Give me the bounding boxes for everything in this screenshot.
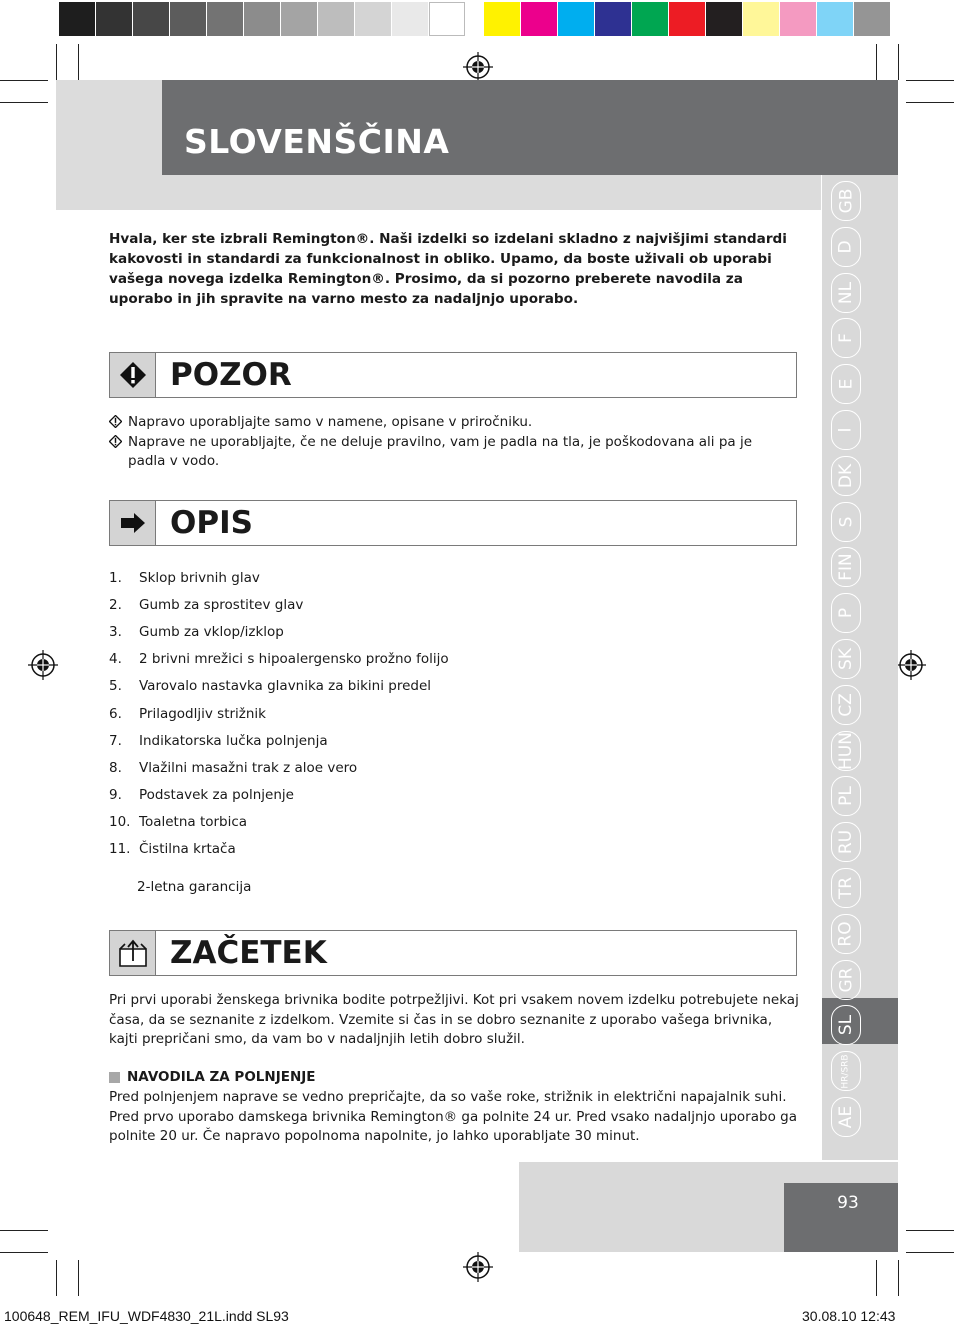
language-tab-d[interactable] xyxy=(831,227,861,267)
language-tab-label: D xyxy=(836,240,856,254)
section-title: POZOR xyxy=(170,357,292,393)
gray-swatch xyxy=(244,2,280,36)
list-item: Čistilna krtača xyxy=(139,841,236,857)
language-tab-gr[interactable] xyxy=(831,960,861,1000)
language-tab-ae[interactable] xyxy=(831,1097,861,1137)
language-tab-ro[interactable] xyxy=(831,914,861,954)
language-tab-label: HUN xyxy=(836,732,857,770)
crop-mark xyxy=(906,80,954,81)
list-item-number: 5. xyxy=(109,678,122,694)
list-item-number: 2. xyxy=(109,597,122,613)
language-tab-s[interactable] xyxy=(831,502,861,542)
language-tab-label: RO xyxy=(835,921,856,947)
language-tab-label: FIN xyxy=(835,553,856,581)
language-tab-cz[interactable] xyxy=(831,685,861,725)
language-tab-label: SK xyxy=(835,648,856,670)
gray-swatch xyxy=(318,2,354,36)
language-tab-label: NL xyxy=(835,281,856,305)
gray-swatch xyxy=(133,2,169,36)
language-tab-fin[interactable] xyxy=(831,547,861,587)
language-tab-gb[interactable] xyxy=(831,181,861,221)
intro-paragraph: Hvala, ker ste izbrali Remington®. Naši izdelki so izdelani skladno z najvišjimi standardi kakovosti in standardi za funkcionalnost in obliko. Upamo, da boste uživali ob uporabi vašega novega izdelka Remington®. Prosimo, da si pozorno preberete navodila za uporabo in jih spravite na varno mesto za nadaljnjo uporabo. xyxy=(109,231,787,307)
color-swatch xyxy=(743,2,779,36)
list-item-number: 1. xyxy=(109,570,122,586)
language-tab-hr-srb[interactable] xyxy=(831,1051,861,1091)
language-tab-label: E xyxy=(836,378,856,390)
language-tab-label: S xyxy=(835,516,856,528)
section-header-opis xyxy=(109,500,797,546)
language-tab-nl[interactable] xyxy=(831,273,861,313)
language-tab-label: AE xyxy=(836,1105,856,1129)
language-tab-pl[interactable] xyxy=(831,776,861,816)
warning-item xyxy=(109,433,789,471)
language-tab-dk[interactable] xyxy=(831,456,861,496)
section-header-pozor xyxy=(109,352,797,398)
list-item-number: 7. xyxy=(109,733,122,749)
charging-paragraph: Pred polnjenjem naprave se vedno prepričajte, da so vaše roke, strižnik in električni napajalnik suhi. Pred prvo uporabo damskega brivnika Remington® ga polnite 24 ur. Pred vsako nadaljnjo uporabo ga polnite 20 ur. Če napravo popolnoma napolnite, jo lahko uporabljate 30 minut. xyxy=(109,1089,797,1144)
registration-mark-bottom xyxy=(463,1252,493,1282)
color-swatch xyxy=(595,2,631,36)
crop-mark xyxy=(906,1252,954,1253)
language-tab-label: P xyxy=(835,607,856,619)
section-title: ZAČETEK xyxy=(170,935,327,971)
list-item: Podstavek za polnjenje xyxy=(139,787,294,803)
language-tab-label: RU xyxy=(835,829,856,855)
crop-mark xyxy=(0,1252,48,1253)
language-tab-hun[interactable] xyxy=(831,731,861,771)
print-slug-file: 100648_REM_IFU_WDF4830_21L.indd SL93 xyxy=(4,1308,289,1324)
warning-item xyxy=(109,413,789,432)
language-tab-sl[interactable] xyxy=(831,1005,861,1045)
crop-mark xyxy=(876,1260,877,1296)
crop-mark xyxy=(78,44,79,80)
charging-subheading: NAVODILA ZA POLNJENJE xyxy=(127,1069,316,1085)
warning-diamond-icon xyxy=(109,435,122,448)
language-tab-label: F xyxy=(836,333,856,343)
list-item: Prilagodljiv strižnik xyxy=(139,706,266,722)
list-item: Gumb za sprostitev glav xyxy=(139,597,304,613)
list-item: Toaletna torbica xyxy=(139,814,248,830)
crop-mark xyxy=(898,1260,899,1296)
language-tab-tr[interactable] xyxy=(831,868,861,908)
exclamation-icon xyxy=(110,353,156,397)
color-swatch xyxy=(558,2,594,36)
crop-mark xyxy=(876,44,877,80)
language-tab-label: HR/SRB xyxy=(840,1053,851,1089)
color-swatch xyxy=(780,2,816,36)
warranty-note: 2-letna garancija xyxy=(137,879,252,895)
color-swatch xyxy=(484,2,520,36)
language-tab-label: GR xyxy=(836,967,856,993)
list-item-number: 9. xyxy=(109,787,122,803)
crop-mark xyxy=(78,1260,79,1296)
language-tab-label: GB xyxy=(836,188,856,214)
language-tab-e[interactable] xyxy=(831,364,861,404)
list-item-number: 10. xyxy=(109,814,131,830)
language-tab-label: PL xyxy=(835,786,856,806)
language-tab-sk[interactable] xyxy=(831,639,861,679)
gray-swatch xyxy=(59,2,95,36)
list-item: Indikatorska lučka polnjenja xyxy=(139,733,328,749)
list-item: Vlažilni masažni trak z aloe vero xyxy=(139,760,358,776)
language-tab-i[interactable] xyxy=(831,410,861,450)
color-swatch xyxy=(669,2,705,36)
warning-text: Napravo uporabljajte samo v namene, opisane v priročniku. xyxy=(128,414,533,430)
language-tab-label: I xyxy=(835,427,856,433)
section-title: OPIS xyxy=(170,505,253,541)
language-tab-f[interactable] xyxy=(831,318,861,358)
gray-swatch xyxy=(355,2,391,36)
language-tab-p[interactable] xyxy=(831,593,861,633)
print-slug-date: 30.08.10 12:43 xyxy=(802,1308,896,1324)
gray-swatch xyxy=(207,2,243,36)
box-unpack-icon xyxy=(110,931,156,975)
registration-mark-top xyxy=(463,52,493,82)
registration-mark-right xyxy=(896,650,926,680)
language-tab-label: SL xyxy=(835,1014,856,1036)
color-swatch xyxy=(854,2,890,36)
crop-mark xyxy=(56,44,57,80)
list-item-number: 6. xyxy=(109,706,122,722)
gray-swatch xyxy=(429,2,465,36)
page-number: 93 xyxy=(837,1193,859,1213)
subheading-square-icon xyxy=(109,1072,120,1083)
warning-text: Naprave ne uporabljajte, če ne deluje pravilno, vam je padla na tla, je poškodovana ali pa je padla v vodo. xyxy=(128,434,753,469)
gray-swatch xyxy=(281,2,317,36)
language-tab-label: DK xyxy=(836,463,856,489)
section-header-zacetek xyxy=(109,930,797,976)
crop-mark xyxy=(0,1230,48,1231)
language-tab-label: TR xyxy=(835,876,856,900)
list-item-number: 11. xyxy=(109,841,131,857)
list-item: Sklop brivnih glav xyxy=(139,570,260,586)
crop-mark xyxy=(0,80,48,81)
registration-mark-left xyxy=(28,650,58,680)
warning-diamond-icon xyxy=(109,415,122,428)
color-swatch xyxy=(817,2,853,36)
crop-mark xyxy=(0,102,48,103)
list-item-number: 3. xyxy=(109,624,122,640)
list-item: 2 brivni mrežici s hipoalergensko prožno folijo xyxy=(139,651,449,667)
color-swatch xyxy=(706,2,742,36)
arrow-right-icon xyxy=(110,501,156,545)
crop-mark xyxy=(906,102,954,103)
list-item: Varovalo nastavka glavnika za bikini predel xyxy=(139,678,432,694)
crop-mark xyxy=(906,1230,954,1231)
zacetek-paragraph: Pri prvi uporabi ženskega brivnika bodite potrpežljivi. Kot pri vsakem novem izdelku potrebujete nekaj časa, da se seznanite z izdelkom. Vzemite si čas in se dobro seznanite z uporabo vašega brivnika, kajti prepričani smo, da vam bo v nadaljnjih letih dobro služil. xyxy=(109,992,799,1047)
page-title: SLOVENŠČINA xyxy=(184,122,450,161)
color-swatch xyxy=(521,2,557,36)
language-tab-ru[interactable] xyxy=(831,822,861,862)
list-item-number: 4. xyxy=(109,651,122,667)
language-tab-label: CZ xyxy=(836,693,856,717)
gray-swatch xyxy=(170,2,206,36)
color-swatch xyxy=(632,2,668,36)
gray-swatch xyxy=(392,2,428,36)
crop-mark xyxy=(56,1260,57,1296)
list-item: Gumb za vklop/izklop xyxy=(139,624,284,640)
gray-swatch xyxy=(96,2,132,36)
list-item-number: 8. xyxy=(109,760,122,776)
crop-mark xyxy=(898,44,899,80)
